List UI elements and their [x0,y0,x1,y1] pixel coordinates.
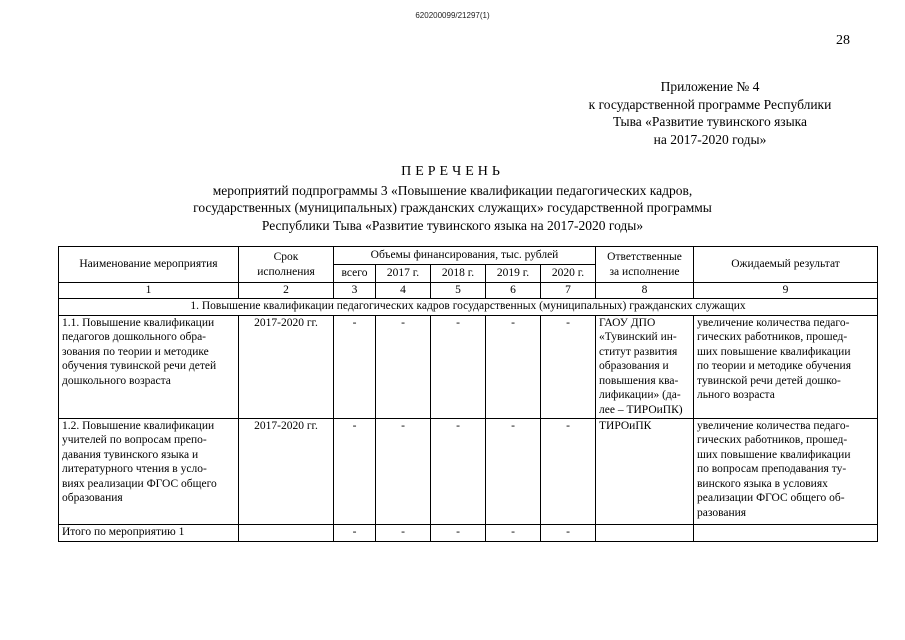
event-result [694,315,878,418]
total-row [59,524,878,541]
appendix-block [540,78,880,148]
appendix-line: Тыва «Развитие тувинского языка [612,114,808,129]
document-id: 620200099/21297(1) [415,11,490,20]
event-name-line: педагогов дошкольного обра- [62,331,207,343]
section-title: 1. Повышение квалификации педагогических кадров государственных (муниципальных) гражданских служащих [59,298,878,315]
total-financing-2020: - [541,524,596,541]
result-line: реализации ФГОС общего об- [697,492,845,504]
total-term-empty [239,524,334,541]
total-responsible-empty [596,524,694,541]
header-term-line: Срок [273,251,299,263]
header-term-line: исполнения [257,265,315,278]
event-name-line: 1.2. Повышение квалификации [62,419,215,432]
column-number: 2 [239,283,334,299]
total-financing-2018: - [431,524,486,541]
result-line: увеличение количества педаго- [697,419,850,432]
responsible-line: повышения ква- [599,374,679,387]
events-table [58,246,878,542]
result-line: по теории и методике обучения [697,360,851,372]
result-line: гических работников, прошед- [697,434,848,446]
column-number: 7 [541,283,596,299]
event-name-line: учителей по вопросам препо- [62,434,207,446]
header-name: Наименование мероприятия [59,247,239,283]
result-line: по вопросам преподавания ту- [697,463,847,475]
appendix-line: к государственной программе Республики [588,96,832,112]
header-2019: 2019 г. [486,265,541,283]
column-number: 9 [694,283,878,299]
result-line: винского языка в условиях [697,477,828,490]
column-number: 6 [486,283,541,299]
total-result-empty [694,524,878,541]
responsible-line: «Тувинский ин- [599,331,677,343]
header-responsible [596,247,694,283]
event-result [694,418,878,524]
financing-2020: - [541,315,596,418]
column-number: 4 [376,283,431,299]
result-line: льного возраста [697,389,775,401]
financing-2017: - [376,418,431,524]
title-line: мероприятий подпрограммы 3 «Повышение квалификации педагогических кадров, [212,182,693,198]
event-name-line: 1.1. Повышение квалификации [62,316,215,329]
title-line: государственных (муниципальных) гражданских служащих» государственной программы [193,200,712,215]
column-number: 5 [431,283,486,299]
header-2018: 2018 г. [431,265,486,283]
column-number-row [59,283,878,299]
financing-2018: - [431,315,486,418]
total-financing-total: - [334,524,376,541]
event-term: 2017-2020 гг. [239,418,334,524]
header-responsible-line: за исполнение [609,265,680,278]
result-line: тувинской речи детей дошко- [697,374,841,387]
financing-2017: - [376,315,431,418]
header-total: всего [334,265,376,283]
header-result: Ожидаемый результат [694,247,878,283]
document-title [0,163,905,234]
event-responsible [596,315,694,418]
event-name-line: дошкольного возраста [62,374,171,387]
total-label: Итого по мероприятию 1 [59,524,239,541]
header-term [239,247,334,283]
event-name-line: виях реализации ФГОС общего [62,477,217,490]
header-2020: 2020 г. [541,265,596,283]
result-line: гических работников, прошед- [697,331,848,343]
responsible-line: ГАОУ ДПО [599,316,656,329]
financing-total: - [334,418,376,524]
responsible-line: лее – ТИРОиПК) [599,403,683,416]
financing-2020: - [541,418,596,524]
financing-total: - [334,315,376,418]
column-number: 1 [59,283,239,299]
event-name-line: обучения тувинской речи детей [62,360,217,372]
event-name-line: давания тувинского языка и [62,448,199,461]
event-name-line: литературного чтения в усло- [62,463,207,475]
financing-2018: - [431,418,486,524]
event-responsible [596,418,694,524]
event-name-line: образования [62,492,123,504]
total-financing-2019: - [486,524,541,541]
section-row [59,298,878,315]
event-name [59,315,239,418]
event-name [59,418,239,524]
column-number: 8 [596,283,694,299]
event-name-line: зования по теории и методике [62,345,209,358]
header-financing: Объемы финансирования, тыс. рублей [334,247,596,265]
appendix-line: на 2017-2020 годы» [653,131,767,147]
total-financing-2017: - [376,524,431,541]
responsible-line: ститут развития [599,345,678,358]
page-number: 28 [836,33,850,48]
appendix-line: Приложение № 4 [660,79,760,94]
header-2017: 2017 г. [376,265,431,283]
title-heading: ПЕРЕЧЕНЬ [401,164,504,179]
financing-2019: - [486,418,541,524]
event-term: 2017-2020 гг. [239,315,334,418]
responsible-line: лификации» (да- [599,389,681,401]
table-row [59,418,878,524]
responsible-line: ТИРОиПК [599,419,652,432]
responsible-line: образования и [599,360,669,372]
title-line: Республики Тыва «Развитие тувинского языка на 2017-2020 годы» [261,217,644,233]
result-line: ших повышение квалификации [697,345,851,358]
result-line: разования [697,506,747,519]
table-row [59,315,878,418]
result-line: ших повышение квалификации [697,448,851,461]
header-responsible-line: Ответственные [607,251,682,263]
column-number: 3 [334,283,376,299]
result-line: увеличение количества педаго- [697,316,850,329]
financing-2019: - [486,315,541,418]
